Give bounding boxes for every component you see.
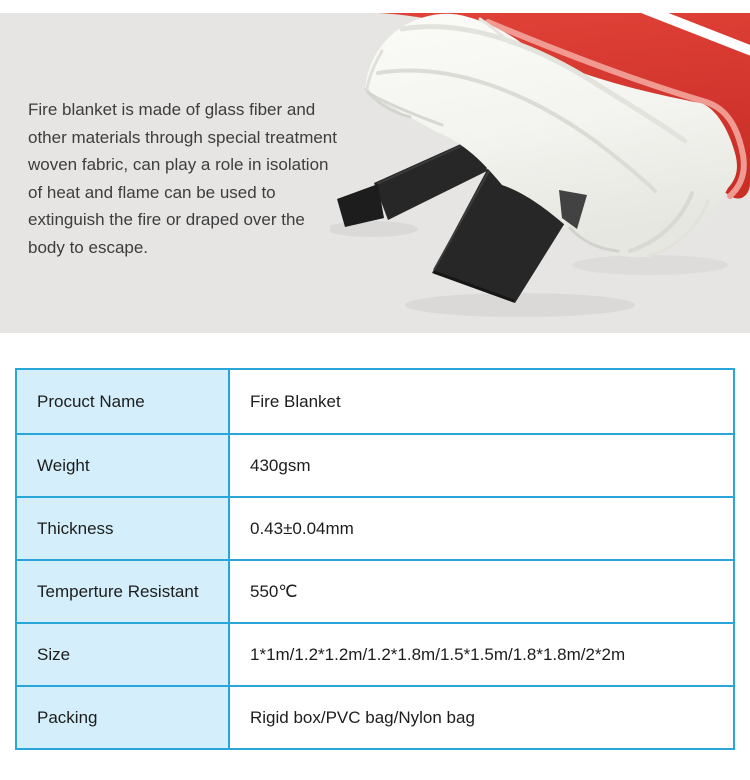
spec-row-size xyxy=(17,622,733,685)
spec-label-cell: Weight xyxy=(17,435,230,496)
spec-label-cell: Thickness xyxy=(17,498,230,559)
spec-value-cell: 550℃ xyxy=(230,561,733,622)
spec-row-packing xyxy=(17,685,733,748)
description-line: extinguish the fire or draped over the xyxy=(28,210,305,229)
description-line: body to escape. xyxy=(28,237,149,257)
spec-label-cell: Temperture Resistant xyxy=(17,561,230,622)
spec-value-cell: Fire Blanket xyxy=(230,370,733,433)
spec-label-cell: Procuct Name xyxy=(17,370,230,433)
hero-section xyxy=(0,13,750,333)
spec-label-cell: Size xyxy=(17,624,230,685)
spec-row-temperature xyxy=(17,559,733,622)
spec-row-weight xyxy=(17,433,733,496)
description-line: Fire blanket is made of glass fiber and xyxy=(28,100,316,119)
spec-value-cell: 0.43±0.04mm xyxy=(230,498,733,559)
blanket-shadow xyxy=(405,293,635,317)
blanket-shadow xyxy=(572,255,728,275)
description-line: woven fabric, can play a role in isolation xyxy=(28,155,329,174)
description-line: of heat and flame can be used to xyxy=(28,182,276,202)
product-description xyxy=(28,96,338,261)
spec-value-cell: Rigid box/PVC bag/Nylon bag xyxy=(230,687,733,748)
spec-label-cell: Packing xyxy=(17,687,230,748)
product-photo xyxy=(330,13,750,333)
description-line: other materials through special treatment xyxy=(28,127,337,147)
spec-value-cell: 1*1m/1.2*1.2m/1.2*1.8m/1.5*1.5m/1.8*1.8m/2*2m xyxy=(230,624,733,685)
spec-table xyxy=(15,368,735,750)
spec-value-cell: 430gsm xyxy=(230,435,733,496)
spec-row-product-name xyxy=(17,370,733,433)
strap-shadow xyxy=(330,221,418,237)
spec-row-thickness xyxy=(17,496,733,559)
